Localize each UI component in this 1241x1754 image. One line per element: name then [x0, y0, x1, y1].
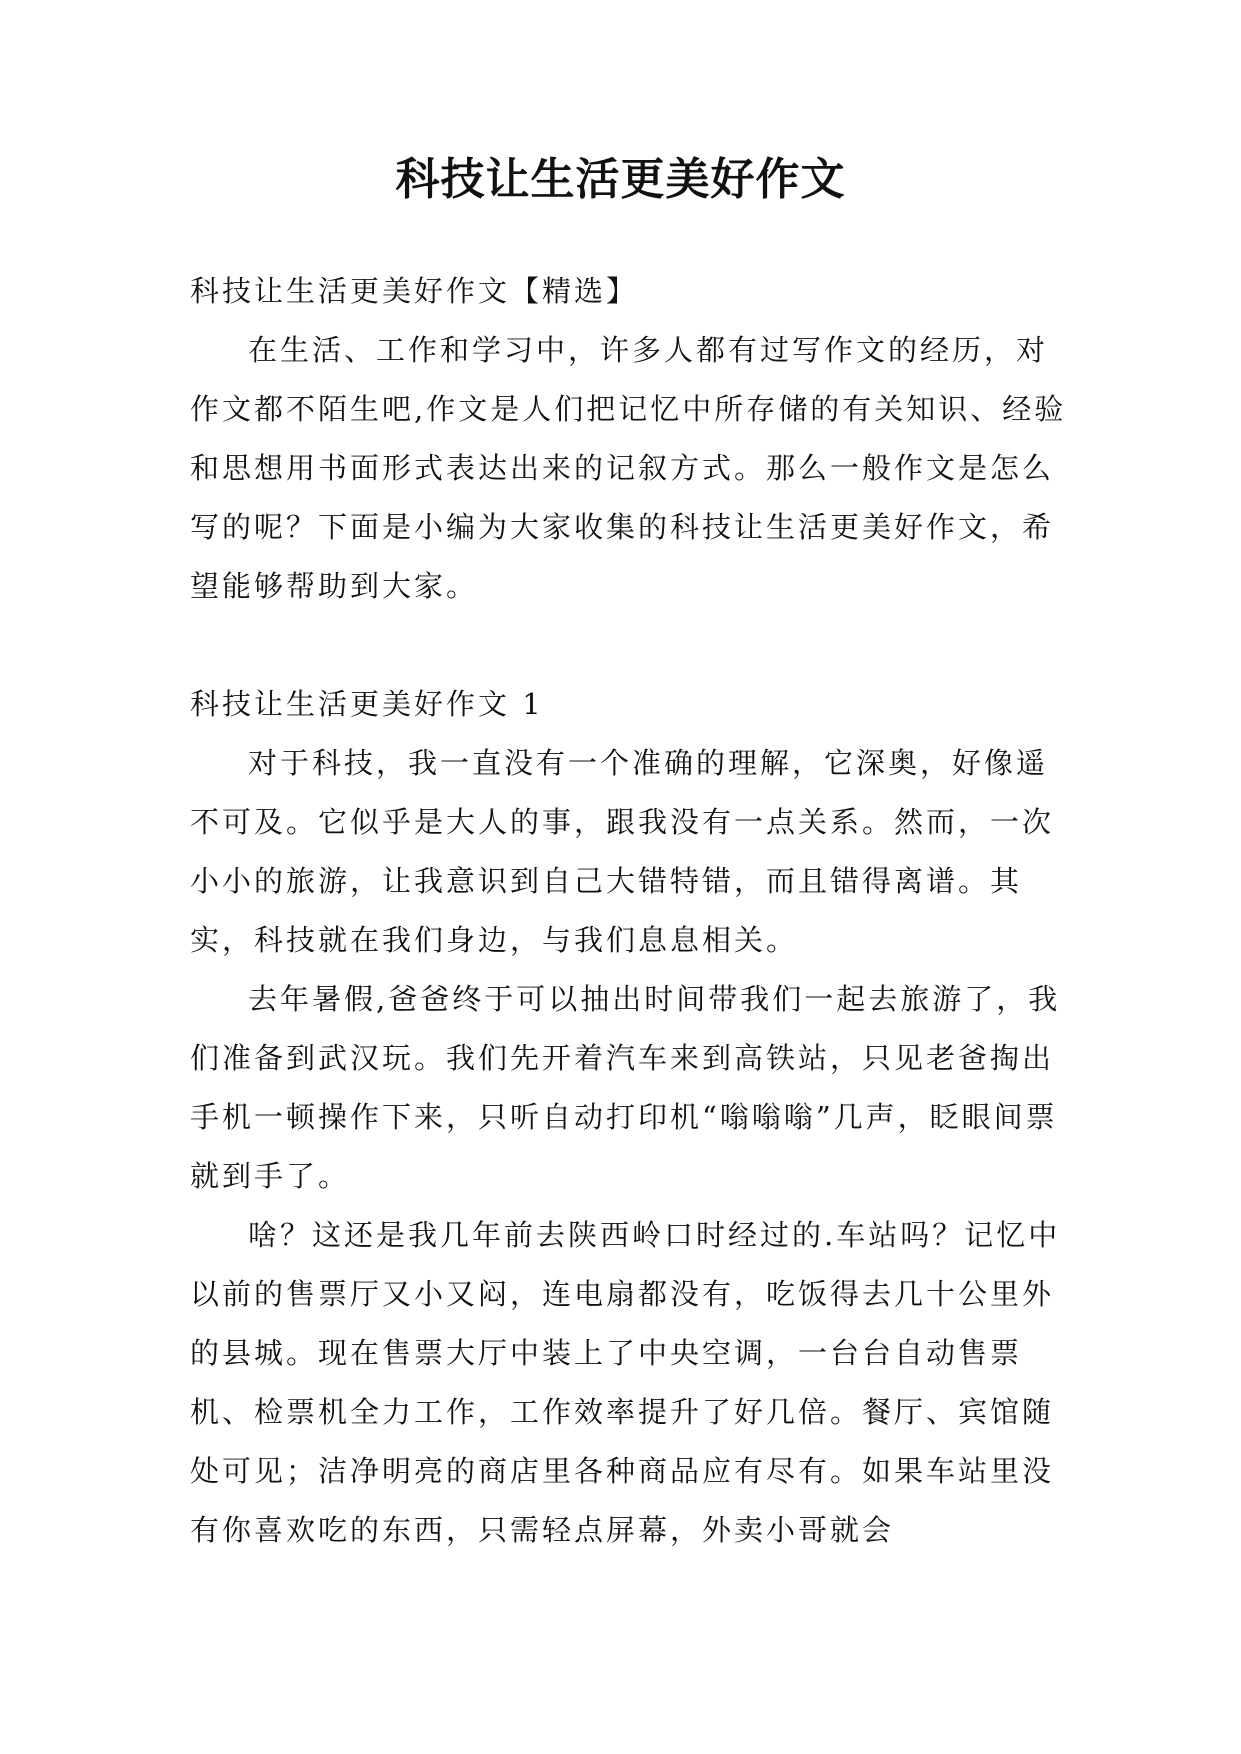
section-heading: 科技让生活更美好作文 1 [190, 687, 544, 721]
document-title: 科技让生活更美好作文 [395, 154, 846, 205]
intro-paragraph: 在生活、工作和学习中，许多人都有过写作文的经历，对作文都不陌生吧,作文是人们把记忆中所存储的有关知识、经验和思想用书面形式表达出来的记叙方式。那么一般作文是怎么写的呢？下面是小编为大家收集的科技让生活更美好作文，希望能够帮助到大家。 [190, 333, 1067, 603]
document-body [190, 262, 1070, 1560]
body-paragraph: 对于科技，我一直没有一个准确的理解，它深奥，好像遥不可及。它似乎是大人的事，跟我没有一点关系。然而，一次小小的旅游，让我意识到自己大错特错，而且错得离谱。其实，科技就在我们身边，与我们息息相关。 [190, 746, 1055, 957]
body-paragraph: 啥？这还是我几年前去陕西岭口时经过的.车站吗？记忆中以前的售票厅又小又闷，连电扇都没有，吃饭得去几十公里外的县城。现在售票大厅中装上了中央空调，一台台自动售票机、检票机全力工作，工作效率提升了好几倍。餐厅、宾馆随处可见；洁净明亮的商店里各种商品应有尽有。如果车站里没有你喜欢吃的东西，只需轻点屏幕，外卖小哥就会 [190, 1218, 1061, 1547]
body-paragraph: 去年暑假,爸爸终于可以抽出时间带我们一起去旅游了，我们准备到武汉玩。我们先开着汽车来到高铁站，只见老爸掏出手机一顿操作下来，只听自动打印机“嗡嗡嗡”几声，眨眼间票就到手了。 [190, 982, 1061, 1193]
document-heading: 科技让生活更美好作文【精选】 [190, 274, 639, 308]
